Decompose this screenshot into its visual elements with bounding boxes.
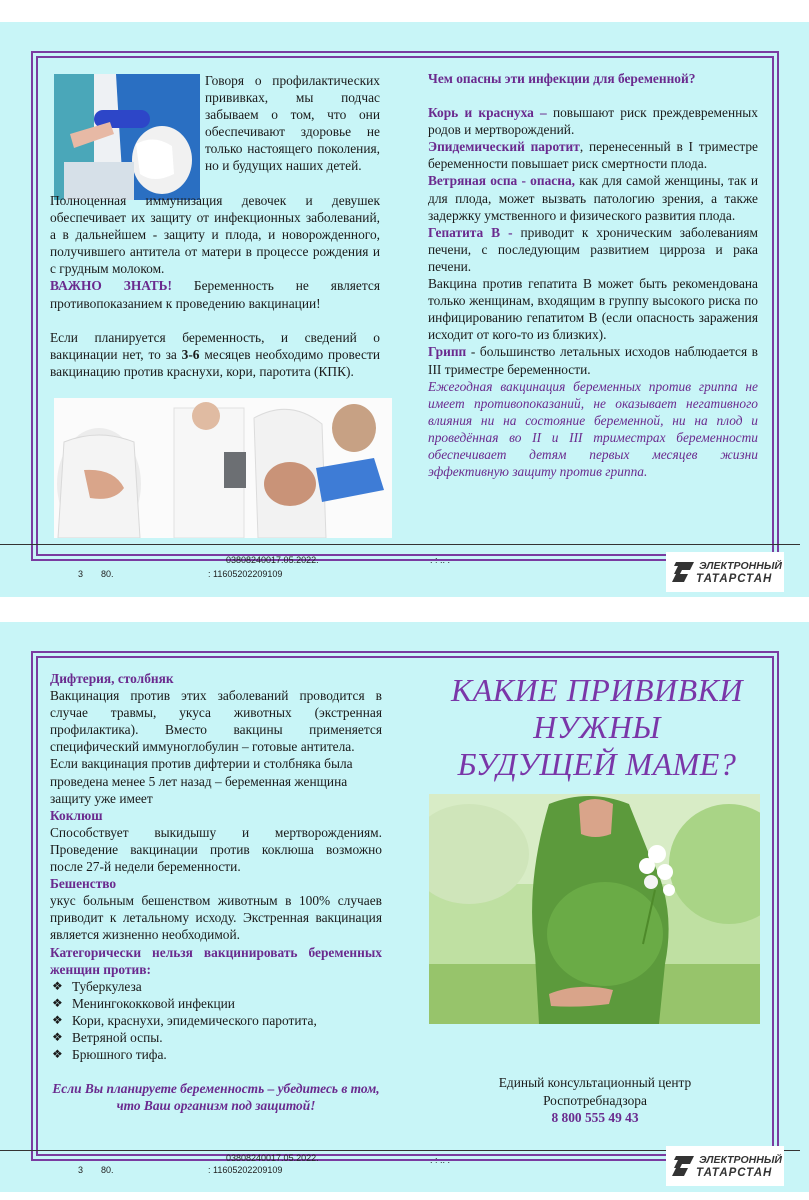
leaflet-page-1 [0,22,809,597]
flu-vaccine-note: Ежегодная вакцинация беременных против гриппа не имеет противопоказаний, не оказывает негативного влияния ни на состояние беременной, ни на плод и проведённая во II и III триместрах беременности обеспечивает детям первых месяцев жизни эффективную защиту против гриппа. [428,378,758,480]
footer-code-top: 03808240017.05.2022. [226,1153,319,1163]
flu-label: Грипп [428,344,467,360]
mumps-item [428,138,758,172]
footer-code-bottom: : 11605202209109 [208,1165,283,1175]
footer-number: 80. [101,569,114,579]
closing-note: Если Вы планируете беременность – убедитесь в том, что Ваш организм под защитой! [52,1081,380,1114]
footer-dots: . : .. . [430,1155,451,1165]
logo-line-2: ТАТАРСТАН [696,1167,773,1179]
list-item: ❖ Менингококковой инфекции [50,995,382,1012]
logo-mark-icon [670,560,696,584]
title-line-2: НУЖНЫ [533,709,661,745]
measles-item [428,104,758,138]
footer-dots: . : .. . [430,555,451,565]
rabies-heading: Бешенство [50,876,117,892]
varicella-label: Ветряная оспа - опасна, [428,173,575,189]
footer-code-bottom: : 11605202209109 [208,569,283,579]
logo-line-1: ЭЛЕКТРОННЫЙ [699,560,782,572]
plan-post: месяцев необходимо провести вакцинацию против краснухи, кори, паротита (КПК). [50,346,380,379]
consultation-center [430,1074,760,1127]
title-line-1: КАКИЕ ПРИВИВКИ [450,672,744,708]
footer-number: 80. [101,1165,114,1175]
logo-line-1: ЭЛЕКТРОННЫЙ [699,1154,782,1166]
contraindications-heading: Категорически нельзя вакцинировать беременных женщин против: [50,944,382,977]
diphtheria-text-2: Если вакцинация против дифтерии и столбняка была проведена менее 5 лет назад – беременная женщина защиту уже имеет [50,756,353,806]
varicella-text: как для самой женщины, так и для плода, может вызвать патологию зрения, а также задержку умственного и физического развития плода. [428,173,758,223]
title-line-3: БУДУЩЕЙ МАМЕ? [457,746,737,782]
diphtheria-text-1: Вакцинация против этих заболеваний проводится в случае травмы, укуса животных (экстренная профилактика). Вместо вакцины применяется специфический иммуноглобулин – готовые антитела. [50,688,382,755]
center-line-2: Роспотребнадзора [543,1092,647,1108]
intro-text [205,72,380,175]
list-item: ❖ Кори, краснухи, эпидемического паротита, [50,1012,382,1029]
important-note [50,277,380,311]
intro-paragraph: Говоря о профилактических прививках, мы подчас забываем о том, что они обеспечивают здоровье не только настоящего поколения, но и будущих наших детей. [205,73,380,174]
leaflet-title [432,672,762,783]
footer-page-number: 3 [78,1165,84,1175]
logo-mark-icon [670,1154,696,1178]
flu-item [428,343,758,377]
right-column [428,70,758,480]
diphtheria-heading: Дифтерия, столбняк [50,671,174,686]
logo-line-2: ТАТАРСТАН [696,573,773,585]
important-label: ВАЖНО ЗНАТЬ! [50,278,172,294]
pregnant-woman-photo [429,794,760,1024]
list-item: ❖ Туберкулеза [50,978,382,995]
plan-months: 3-6 [181,346,200,362]
plan-paragraph [50,329,380,380]
pertussis-heading: Коклюш [50,807,103,823]
hepb-text: приводит к хроническим заболеваниям печени, с последующим развитием цирроза и рака печени. [428,224,758,274]
vaccination-photo [54,74,200,200]
mumps-text: , перенесенный в I триместре беременности повышает риск смертности плода. [428,139,758,172]
electronic-tatarstan-logo [666,552,784,592]
pregnancy-care-photo [54,398,392,538]
footer-code-top: 03808240017.05.2022. [226,555,319,565]
list-item: ❖ Ветряной оспы. [50,1029,382,1046]
hepb-vaccine-text: Вакцина против гепатита В может быть рекомендована только женщинам, входящим в группу высокого риска по инфицированию гепатитом В (если опасность заражения исходит от кого-то из близких). [428,276,758,343]
measles-text: повышают риск преждевременных родов и мертворождений. [428,105,758,138]
plan-pre: Если планируется беременность, и сведений о вакцинации нет, то за [50,329,380,362]
rabies-text: укус больным бешенством животным в 100% случаев приводит к летальному исходу. Экстренная вакцинация является жизненно необходимой. [50,893,382,943]
immunization-paragraph: Полноценная иммунизация девочек и девушек обеспечивает их защиту от инфекционных заболеваний, а в дальнейшем - защиту и плода, и новорожденного, получившего антитела от матери в процессе рождения и с грудным молоком. [50,193,380,277]
varicella-item [428,172,758,223]
list-item: ❖ Брюшного тифа. [50,1046,382,1063]
leaflet-page-2 [0,622,809,1192]
center-line-1: Единый консультационный центр [498,1075,692,1090]
footer-rule [0,544,800,545]
flu-text: - большинство летальных исходов наблюдается в III триместре беременности. [428,344,758,377]
left-column [50,192,380,380]
footer-page-number: 3 [78,569,84,579]
hepb-label: Гепатита В - [428,224,513,240]
important-text: Беременность не является противопоказанием к проведению вакцинации! [50,278,380,311]
hotline-phone: 8 800 555 49 43 [551,1110,639,1125]
electronic-tatarstan-logo [666,1146,784,1186]
measles-label: Корь и краснуха – [428,105,547,121]
hepb-item [428,224,758,275]
left-column [50,670,382,1114]
pertussis-text: Способствует выкидышу и мертворождениям. Проведение вакцинации против коклюша возможно после 27-й недели беременности. [50,824,382,875]
mumps-label: Эпидемический паротит [428,139,580,155]
contraindications-list [50,978,382,1063]
infections-heading: Чем опасны эти инфекции для беременной? [428,71,696,86]
